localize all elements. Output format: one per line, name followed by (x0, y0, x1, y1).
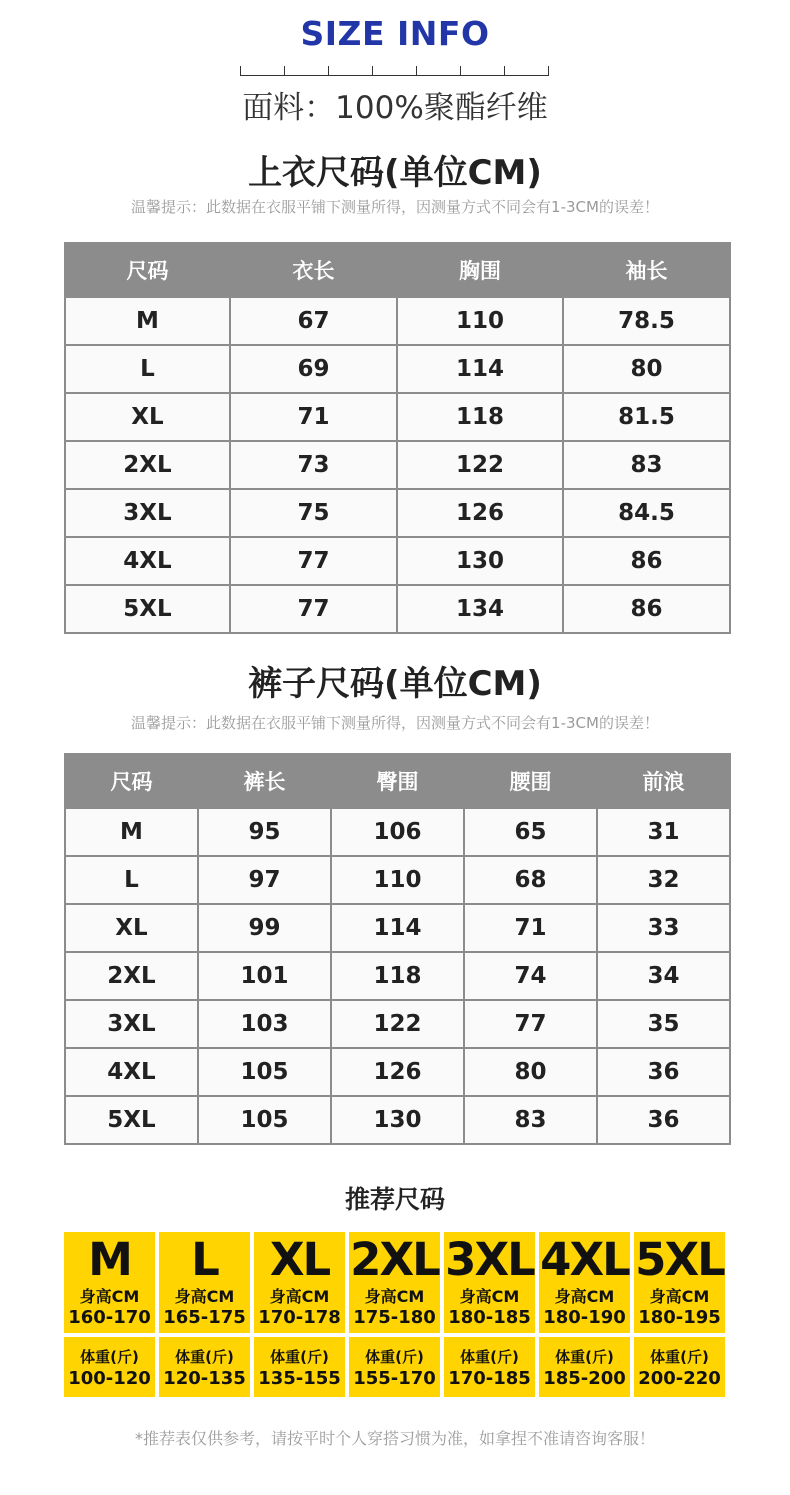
value-cell: 114 (331, 904, 464, 952)
pants-size-title: 裤子尺码(单位CM) (248, 664, 542, 704)
value-cell: 122 (397, 441, 563, 489)
table-row (65, 393, 730, 441)
size-cell: 2XL (65, 952, 198, 1000)
value-cell: 77 (230, 585, 397, 633)
recommend-weight-box (64, 1337, 155, 1397)
size-cell: XL (65, 904, 198, 952)
recommend-height-box (444, 1232, 535, 1333)
value-cell: 78.5 (563, 297, 730, 345)
recommend-weight-box (254, 1337, 345, 1397)
weight-label: 体重(斤) (460, 1348, 519, 1366)
size-cell: 3XL (65, 489, 230, 537)
height-range: 180-185 (448, 1307, 531, 1328)
value-cell: 106 (331, 808, 464, 856)
header-cell: 腰围 (464, 754, 597, 808)
size-cell: 3XL (65, 1000, 198, 1048)
size-cell: 2XL (65, 441, 230, 489)
header-cell: 尺码 (65, 243, 230, 297)
height-label: 身高CM (649, 1287, 710, 1306)
fabric-info: 面料：100%聚酯纤维 (242, 90, 548, 126)
recommend-weight-box (539, 1337, 630, 1397)
value-cell: 110 (331, 856, 464, 904)
value-cell: 77 (464, 1000, 597, 1048)
value-cell: 83 (464, 1096, 597, 1144)
size-cell: 4XL (65, 1048, 198, 1096)
value-cell: 80 (563, 345, 730, 393)
value-cell: 126 (331, 1048, 464, 1096)
value-cell: 65 (464, 808, 597, 856)
recommend-weight-box (444, 1337, 535, 1397)
value-cell: 118 (397, 393, 563, 441)
recommend-height-box (64, 1232, 155, 1333)
weight-range: 155-170 (353, 1368, 436, 1389)
value-cell: 81.5 (563, 393, 730, 441)
value-cell: 130 (331, 1096, 464, 1144)
height-range: 175-180 (353, 1307, 436, 1328)
height-label: 身高CM (174, 1287, 235, 1306)
table-row (65, 489, 730, 537)
weight-range: 170-185 (448, 1368, 531, 1389)
table-row (65, 297, 730, 345)
height-range: 165-175 (163, 1307, 246, 1328)
table-row (65, 585, 730, 633)
table-row (65, 1096, 730, 1144)
size-cell: 4XL (65, 537, 230, 585)
top-size-title: 上衣尺码(单位CM) (248, 153, 542, 193)
height-range: 170-178 (258, 1307, 341, 1328)
table-row (65, 952, 730, 1000)
weight-range: 135-155 (258, 1368, 341, 1389)
table-header-row (65, 243, 730, 297)
recommend-weight-box (159, 1337, 250, 1397)
table-row (65, 904, 730, 952)
height-range: 180-190 (543, 1307, 626, 1328)
value-cell: 97 (198, 856, 331, 904)
height-label: 身高CM (269, 1287, 330, 1306)
size-cell: L (65, 856, 198, 904)
weight-label: 体重(斤) (650, 1348, 709, 1366)
size-cell: M (65, 297, 230, 345)
value-cell: 34 (597, 952, 730, 1000)
value-cell: 86 (563, 537, 730, 585)
header-cell: 胸围 (397, 243, 563, 297)
value-cell: 114 (397, 345, 563, 393)
value-cell: 84.5 (563, 489, 730, 537)
weight-label: 体重(斤) (555, 1348, 614, 1366)
value-cell: 36 (597, 1096, 730, 1144)
value-cell: 80 (464, 1048, 597, 1096)
recommend-weight-box (349, 1337, 440, 1397)
top-size-table (64, 242, 731, 634)
pants-size-table (64, 753, 731, 1145)
recommend-column (444, 1232, 535, 1397)
recommend-column (159, 1232, 250, 1397)
size-cell: 5XL (65, 1096, 198, 1144)
weight-range: 120-135 (163, 1368, 246, 1389)
value-cell: 68 (464, 856, 597, 904)
recommend-height-box (634, 1232, 725, 1333)
value-cell: 105 (198, 1096, 331, 1144)
size-cell: L (65, 345, 230, 393)
recommend-size-label: XL (269, 1233, 330, 1286)
weight-range: 185-200 (543, 1368, 626, 1389)
value-cell: 69 (230, 345, 397, 393)
recommend-size-label: 3XL (445, 1233, 534, 1286)
weight-label: 体重(斤) (365, 1348, 424, 1366)
size-cell: 5XL (65, 585, 230, 633)
value-cell: 130 (397, 537, 563, 585)
value-cell: 134 (397, 585, 563, 633)
recommend-column (254, 1232, 345, 1397)
value-cell: 126 (397, 489, 563, 537)
recommend-weight-box (634, 1337, 725, 1397)
weight-label: 体重(斤) (80, 1348, 139, 1366)
value-cell: 110 (397, 297, 563, 345)
recommend-column (64, 1232, 155, 1397)
value-cell: 105 (198, 1048, 331, 1096)
size-cell: XL (65, 393, 230, 441)
value-cell: 71 (464, 904, 597, 952)
recommend-title: 推荐尺码 (344, 1185, 445, 1214)
value-cell: 86 (563, 585, 730, 633)
top-size-hint: 温馨提示：此数据在衣服平铺下测量所得，因测量方式不同会有1-3CM的误差！ (131, 198, 659, 216)
value-cell: 77 (230, 537, 397, 585)
table-row (65, 808, 730, 856)
table-row (65, 1048, 730, 1096)
header-cell: 前浪 (597, 754, 730, 808)
recommend-height-box (159, 1232, 250, 1333)
height-label: 身高CM (554, 1287, 615, 1306)
table-row (65, 345, 730, 393)
pants-size-hint: 温馨提示：此数据在衣服平铺下测量所得，因测量方式不同会有1-3CM的误差！ (131, 714, 659, 732)
value-cell: 33 (597, 904, 730, 952)
header-cell: 尺码 (65, 754, 198, 808)
footnote: *推荐表仅供参考，请按平时个人穿搭习惯为准，如拿捏不准请咨询客服！ (134, 1429, 655, 1448)
value-cell: 35 (597, 1000, 730, 1048)
value-cell: 31 (597, 808, 730, 856)
value-cell: 32 (597, 856, 730, 904)
weight-label: 体重(斤) (175, 1348, 234, 1366)
recommend-height-box (349, 1232, 440, 1333)
header-cell: 臀围 (331, 754, 464, 808)
recommend-size-label: 4XL (540, 1233, 629, 1286)
header-cell: 袖长 (563, 243, 730, 297)
height-label: 身高CM (459, 1287, 520, 1306)
height-range: 160-170 (68, 1307, 151, 1328)
header-cell: 裤长 (198, 754, 331, 808)
recommend-size-label: 5XL (635, 1233, 724, 1286)
value-cell: 99 (198, 904, 331, 952)
weight-range: 100-120 (68, 1368, 151, 1389)
value-cell: 103 (198, 1000, 331, 1048)
height-label: 身高CM (364, 1287, 425, 1306)
weight-label: 体重(斤) (270, 1348, 329, 1366)
value-cell: 101 (198, 952, 331, 1000)
recommend-size-label: 2XL (350, 1233, 439, 1286)
value-cell: 122 (331, 1000, 464, 1048)
recommend-height-box (539, 1232, 630, 1333)
value-cell: 118 (331, 952, 464, 1000)
table-row (65, 856, 730, 904)
height-range: 180-195 (638, 1307, 721, 1328)
value-cell: 71 (230, 393, 397, 441)
table-header-row (65, 754, 730, 808)
recommend-size-label: L (191, 1233, 218, 1286)
value-cell: 74 (464, 952, 597, 1000)
value-cell: 83 (563, 441, 730, 489)
height-label: 身高CM (79, 1287, 140, 1306)
recommend-column (349, 1232, 440, 1397)
header-cell: 衣长 (230, 243, 397, 297)
table-row (65, 441, 730, 489)
size-info-title: SIZE INFO (300, 14, 490, 53)
value-cell: 36 (597, 1048, 730, 1096)
value-cell: 67 (230, 297, 397, 345)
weight-range: 200-220 (638, 1368, 721, 1389)
table-row (65, 1000, 730, 1048)
recommend-height-box (254, 1232, 345, 1333)
recommend-grid (64, 1232, 729, 1397)
size-cell: M (65, 808, 198, 856)
value-cell: 73 (230, 441, 397, 489)
recommend-size-label: M (88, 1233, 131, 1286)
recommend-column (539, 1232, 630, 1397)
value-cell: 95 (198, 808, 331, 856)
recommend-column (634, 1232, 725, 1397)
value-cell: 75 (230, 489, 397, 537)
table-row (65, 537, 730, 585)
ruler-decoration (240, 66, 549, 76)
